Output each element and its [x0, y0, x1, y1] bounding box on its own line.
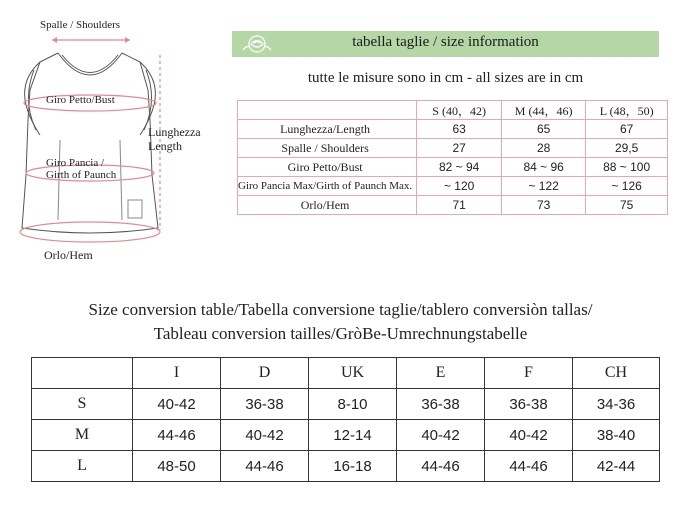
corner-cell — [238, 101, 417, 120]
row-size: L — [32, 451, 133, 482]
cell-value: ~ 126 — [586, 177, 668, 196]
cell-value: ~ 120 — [417, 177, 502, 196]
row-size: S — [32, 389, 133, 420]
cell-value: 40-42 — [133, 389, 221, 420]
cell-value: 88 ~ 100 — [586, 158, 668, 177]
cell-value: 36-38 — [221, 389, 309, 420]
bust-label: Giro Petto/Bust — [46, 94, 115, 106]
size-info-table — [237, 100, 668, 215]
cell-value: 27 — [417, 139, 502, 158]
cell-value: 8-10 — [309, 389, 397, 420]
row-size: M — [32, 420, 133, 451]
table-row — [32, 389, 660, 420]
row-label: Orlo/Hem — [238, 196, 417, 215]
column-header: I — [133, 358, 221, 389]
cell-value: 73 — [502, 196, 586, 215]
column-header: E — [397, 358, 485, 389]
table-row — [32, 420, 660, 451]
corner-cell — [32, 358, 133, 389]
rose-icon — [237, 33, 277, 55]
table-row — [32, 451, 660, 482]
cell-value: 34-36 — [573, 389, 660, 420]
cell-value: 48-50 — [133, 451, 221, 482]
column-header: S (40，42) — [417, 101, 502, 120]
conversion-title-line2: Tableau conversion tailles/GròBe-Umrechnungstabelle — [153, 324, 528, 343]
column-header: M (44，46) — [502, 101, 586, 120]
cell-value: 36-38 — [485, 389, 573, 420]
column-header: D — [221, 358, 309, 389]
cell-value: 36-38 — [397, 389, 485, 420]
table-row — [238, 139, 668, 158]
length-label-line2: Length — [148, 139, 182, 153]
cell-value: 67 — [586, 120, 668, 139]
conversion-title — [0, 298, 681, 346]
cell-value: 16-18 — [309, 451, 397, 482]
table-row — [238, 196, 668, 215]
row-label: Giro Petto/Bust — [238, 158, 417, 177]
column-header: UK — [309, 358, 397, 389]
cell-value: 40-42 — [485, 420, 573, 451]
shoulders-label: Spalle / Shoulders — [40, 19, 121, 31]
cell-value: 40-42 — [397, 420, 485, 451]
cell-value: 38-40 — [573, 420, 660, 451]
paunch-label-line2: Girth of Paunch — [46, 169, 117, 181]
conversion-table — [31, 357, 660, 482]
cell-value: 44-46 — [397, 451, 485, 482]
conversion-title-line1: Size conversion table/Tabella conversione taglie/tablero conversiòn tallas/ — [88, 300, 593, 319]
cell-value: 44-46 — [133, 420, 221, 451]
row-label: Spalle / Shoulders — [238, 139, 417, 158]
cell-value: 84 ~ 96 — [502, 158, 586, 177]
cell-value: 28 — [502, 139, 586, 158]
column-header: L (48，50) — [586, 101, 668, 120]
column-header: F — [485, 358, 573, 389]
column-header: CH — [573, 358, 660, 389]
table-header-row — [238, 101, 668, 120]
cell-value: 63 — [417, 120, 502, 139]
paunch-label-line1: Giro Pancia / — [46, 157, 105, 169]
cell-value: 75 — [586, 196, 668, 215]
hem-label: Orlo/Hem — [44, 248, 93, 262]
cell-value: 71 — [417, 196, 502, 215]
row-label: Lunghezza/Length — [238, 120, 417, 139]
cell-value: 42-44 — [573, 451, 660, 482]
row-label: Giro Pancia Max/Girth of Paunch Max. — [238, 177, 417, 196]
cell-value: 40-42 — [221, 420, 309, 451]
cell-value: ~ 122 — [502, 177, 586, 196]
size-info-header — [232, 31, 659, 57]
table-header-row — [32, 358, 660, 389]
units-note: tutte le misure sono in cm - all sizes are in cm — [307, 70, 584, 86]
table-row — [238, 177, 668, 196]
cell-value: 44-46 — [485, 451, 573, 482]
cell-value: 12-14 — [309, 420, 397, 451]
cell-value: 65 — [502, 120, 586, 139]
cell-value: 82 ~ 94 — [417, 158, 502, 177]
cell-value: 44-46 — [221, 451, 309, 482]
table-row — [238, 158, 668, 177]
size-info-title: tabella taglie / size information — [352, 34, 539, 50]
cell-value: 29,5 — [586, 139, 668, 158]
length-label-line1: Lunghezza — [148, 125, 201, 139]
table-row — [238, 120, 668, 139]
